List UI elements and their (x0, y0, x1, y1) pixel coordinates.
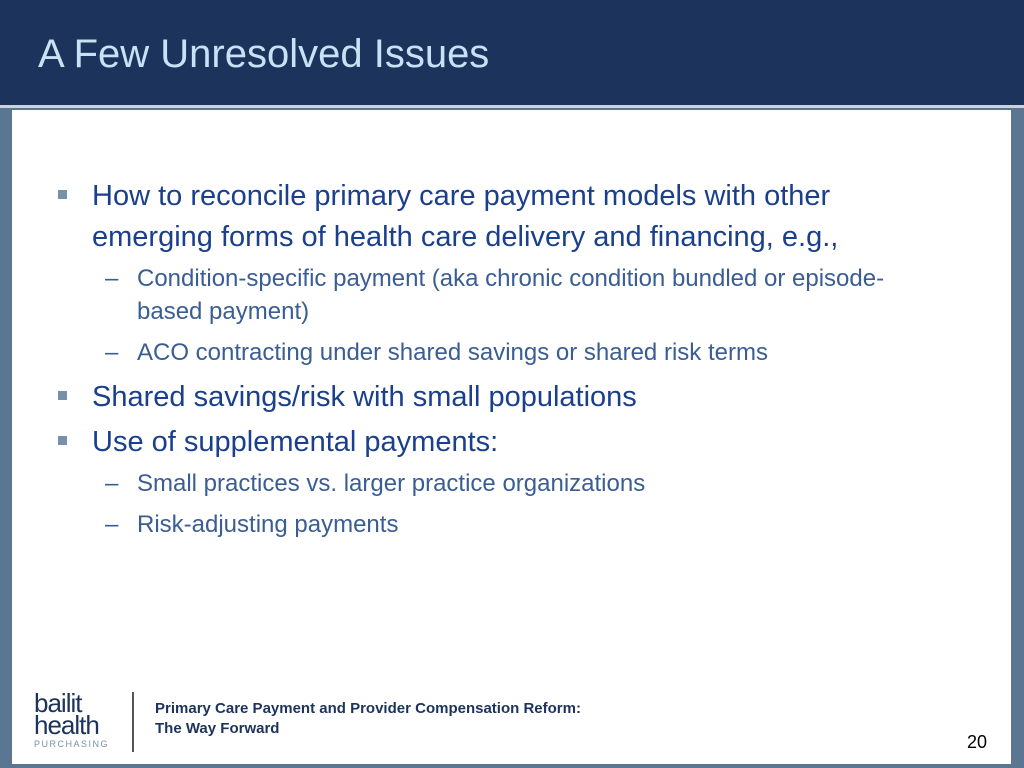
bullet-marker (58, 190, 67, 199)
dash-marker: – (105, 511, 119, 538)
sub-bullet-item (56, 262, 906, 328)
page-number: 20 (967, 732, 988, 752)
dash-marker: – (105, 265, 119, 292)
bullet-item (56, 377, 906, 418)
bailit-health-logo (34, 688, 122, 756)
footer-caption-line1: Primary Care Payment and Provider Compensation Reform: (155, 700, 581, 717)
sub-bullet-text: Condition-specific payment (aka chronic condition bundled or episode-based payment) (137, 265, 885, 325)
bullet-marker (58, 436, 67, 445)
sub-bullet-text: ACO contracting under shared savings or shared risk terms (137, 339, 768, 366)
slide-title: A Few Unresolved Issues (38, 32, 490, 76)
footer-caption-line2: The Way Forward (155, 720, 280, 737)
logo-word-bailit: bailit (34, 688, 82, 718)
bullet-text: Use of supplemental payments: (92, 426, 499, 458)
footer-caption (155, 699, 581, 739)
bullet-marker (58, 391, 67, 400)
sub-bullet-item (56, 467, 906, 500)
sub-bullet-text: Small practices vs. larger practice organizations (137, 470, 646, 497)
bullet-item (56, 422, 906, 463)
dash-marker: – (105, 339, 119, 366)
bullet-text: Shared savings/risk with small populations (92, 381, 637, 413)
sub-bullet-item (56, 336, 906, 369)
bullet-list (56, 176, 906, 549)
bullet-item (56, 176, 906, 258)
slide-content (12, 110, 1011, 764)
bullet-text: How to reconcile primary care payment models with other emerging forms of health care delivery and financing, e.g., (92, 180, 839, 253)
title-bar (0, 0, 1024, 108)
dash-marker: – (105, 470, 119, 497)
footer-divider (132, 692, 134, 752)
sub-bullet-text: Risk-adjusting payments (137, 511, 399, 538)
sub-bullet-item (56, 508, 906, 541)
logo-word-purchasing: PURCHASING (34, 739, 110, 749)
logo-word-health: health (34, 710, 99, 740)
